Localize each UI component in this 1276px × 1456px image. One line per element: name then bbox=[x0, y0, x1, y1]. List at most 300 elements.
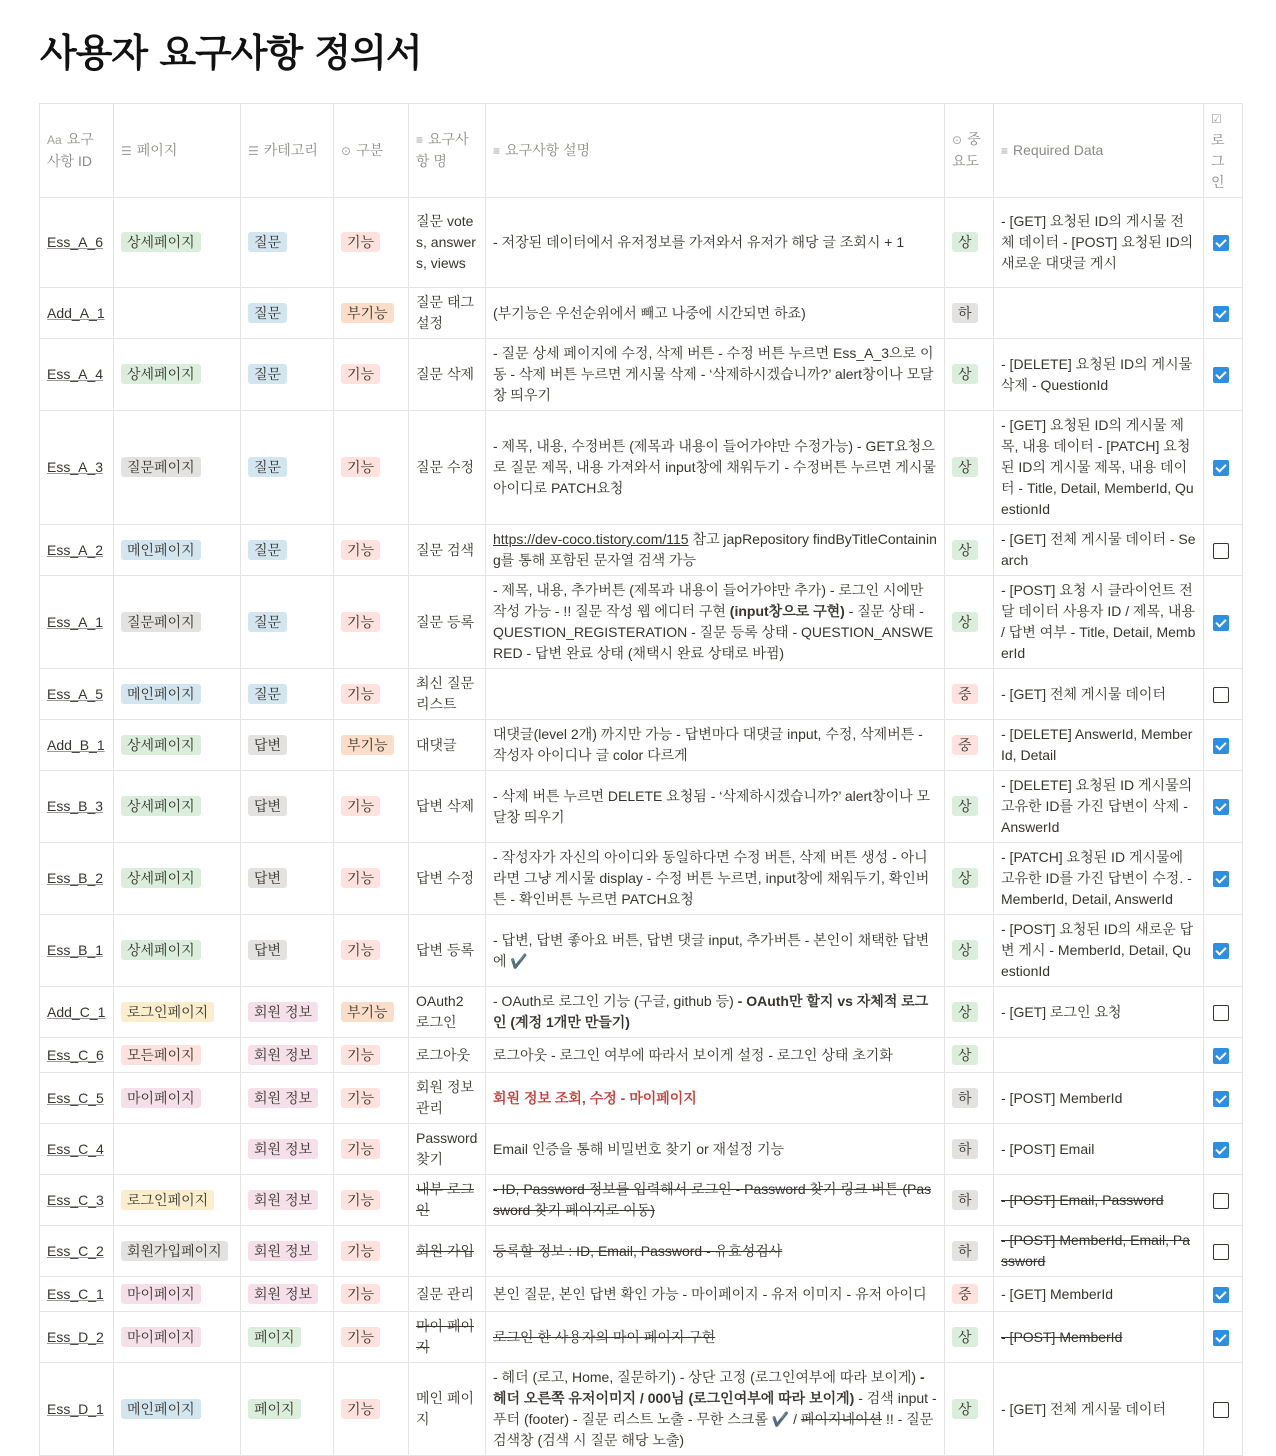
column-header-importance[interactable] bbox=[945, 104, 994, 198]
login-cell[interactable] bbox=[1204, 288, 1243, 339]
category-cell[interactable] bbox=[241, 411, 334, 525]
required-data[interactable] bbox=[994, 1226, 1204, 1277]
type-tag: 기능 bbox=[341, 1241, 380, 1261]
category-cell[interactable] bbox=[241, 288, 334, 339]
column-header-label: Required Data bbox=[1013, 141, 1104, 158]
type-cell[interactable] bbox=[334, 576, 409, 669]
category-cell[interactable] bbox=[241, 1175, 334, 1226]
requirement-name[interactable]: 최신 질문 리스트 bbox=[409, 669, 486, 720]
requirement-description[interactable] bbox=[486, 669, 945, 720]
requirement-description[interactable] bbox=[486, 288, 945, 339]
importance-cell[interactable] bbox=[945, 1277, 994, 1312]
type-cell[interactable] bbox=[334, 915, 409, 987]
requirement-id[interactable]: Ess_A_2 bbox=[40, 525, 114, 576]
importance-cell[interactable] bbox=[945, 987, 994, 1038]
login-cell[interactable] bbox=[1204, 987, 1243, 1038]
table-row[interactable] bbox=[40, 525, 1243, 576]
required-data[interactable] bbox=[994, 525, 1204, 576]
required-data[interactable] bbox=[994, 339, 1204, 411]
property-type-icon: ≡ bbox=[1001, 143, 1009, 158]
page-cell[interactable] bbox=[114, 720, 241, 771]
type-cell[interactable] bbox=[334, 1277, 409, 1312]
required-data[interactable] bbox=[994, 411, 1204, 525]
page-cell[interactable] bbox=[114, 1124, 241, 1175]
login-checkbox[interactable] bbox=[1213, 943, 1229, 959]
login-checkbox[interactable] bbox=[1213, 1048, 1229, 1064]
category-tag: 답변 bbox=[248, 868, 287, 888]
required-data[interactable] bbox=[994, 1175, 1204, 1226]
type-cell[interactable] bbox=[334, 987, 409, 1038]
importance-cell[interactable] bbox=[945, 669, 994, 720]
category-cell[interactable] bbox=[241, 525, 334, 576]
page-cell[interactable] bbox=[114, 1363, 241, 1456]
property-type-icon: Aa bbox=[47, 133, 62, 147]
requirement-description[interactable] bbox=[486, 411, 945, 525]
requirement-id[interactable]: Add_B_1 bbox=[40, 720, 114, 771]
login-checkbox[interactable] bbox=[1213, 1005, 1229, 1021]
category-cell[interactable] bbox=[241, 720, 334, 771]
login-cell[interactable] bbox=[1204, 411, 1243, 525]
login-cell[interactable] bbox=[1204, 1312, 1243, 1363]
required-data[interactable] bbox=[994, 1124, 1204, 1175]
category-cell[interactable] bbox=[241, 669, 334, 720]
type-cell[interactable] bbox=[334, 1312, 409, 1363]
importance-tag: 중 bbox=[952, 684, 978, 704]
column-header-category[interactable] bbox=[241, 104, 334, 198]
column-header-name[interactable] bbox=[409, 104, 486, 198]
required-data-text: - [POST] 요청 시 클라이언트 전달 데이터 사용자 ID / 제목, 내용 / 답변 여부 - Title, Detail, MemberId bbox=[1001, 582, 1196, 661]
type-cell[interactable] bbox=[334, 1073, 409, 1124]
requirement-id[interactable]: Ess_A_5 bbox=[40, 669, 114, 720]
login-checkbox[interactable] bbox=[1213, 1142, 1229, 1158]
type-cell[interactable] bbox=[334, 525, 409, 576]
login-checkbox[interactable] bbox=[1213, 1330, 1229, 1346]
category-cell[interactable] bbox=[241, 987, 334, 1038]
login-checkbox[interactable] bbox=[1213, 367, 1229, 383]
requirement-description[interactable] bbox=[486, 576, 945, 669]
category-cell[interactable] bbox=[241, 1226, 334, 1277]
table-row[interactable] bbox=[40, 198, 1243, 288]
table-row[interactable] bbox=[40, 339, 1243, 411]
requirement-id[interactable]: Ess_B_3 bbox=[40, 771, 114, 843]
table-row[interactable] bbox=[40, 1312, 1243, 1363]
requirement-description[interactable] bbox=[486, 1363, 945, 1456]
type-tag: 기능 bbox=[341, 1284, 380, 1304]
requirement-id[interactable]: Ess_C_6 bbox=[40, 1038, 114, 1073]
description-text: - 질문 상세 페이지에 수정, 삭제 버튼 - 수정 버튼 누르면 Ess_A_3으로 이동 - 삭제 버튼 누르면 게시물 삭제 - ‘삭제하시겠습니까?’ alert창이나 모달창 띄우기 bbox=[493, 345, 934, 403]
required-data[interactable] bbox=[994, 576, 1204, 669]
login-cell[interactable] bbox=[1204, 771, 1243, 843]
requirement-description[interactable] bbox=[486, 525, 945, 576]
importance-tag: 상 bbox=[952, 457, 978, 477]
type-cell[interactable] bbox=[334, 339, 409, 411]
importance-tag: 중 bbox=[952, 1284, 978, 1304]
category-cell[interactable] bbox=[241, 843, 334, 915]
requirement-name[interactable]: 로그아웃 bbox=[409, 1038, 486, 1073]
importance-tag: 하 bbox=[952, 1241, 978, 1261]
page-cell[interactable] bbox=[114, 1073, 241, 1124]
type-tag: 부기능 bbox=[341, 1002, 394, 1022]
table-row[interactable] bbox=[40, 1363, 1243, 1456]
column-header-label: 로그인 bbox=[1211, 132, 1225, 190]
page-tag: 상세페이지 bbox=[121, 364, 201, 384]
property-type-icon: ⊙ bbox=[952, 133, 963, 147]
importance-cell[interactable] bbox=[945, 576, 994, 669]
column-header-type[interactable] bbox=[334, 104, 409, 198]
requirement-id[interactable]: Add_C_1 bbox=[40, 987, 114, 1038]
page-cell[interactable] bbox=[114, 1277, 241, 1312]
page-cell[interactable] bbox=[114, 576, 241, 669]
table-row[interactable] bbox=[40, 1073, 1243, 1124]
table-row[interactable] bbox=[40, 1124, 1243, 1175]
requirement-id[interactable]: Ess_C_1 bbox=[40, 1277, 114, 1312]
importance-cell[interactable] bbox=[945, 288, 994, 339]
requirement-description[interactable] bbox=[486, 1124, 945, 1175]
column-header-id[interactable] bbox=[40, 104, 114, 198]
required-data-text: - [DELETE] AnswerId, MemberId, Detail bbox=[1001, 726, 1193, 763]
description-text: 로그아웃 - 로그인 여부에 따라서 보이게 설정 - 로그인 상태 초기화 bbox=[493, 1046, 893, 1063]
page-cell[interactable] bbox=[114, 1175, 241, 1226]
importance-tag: 상 bbox=[952, 940, 978, 960]
requirement-name[interactable]: 질문 태그 설정 bbox=[409, 288, 486, 339]
requirement-id[interactable]: Ess_C_4 bbox=[40, 1124, 114, 1175]
required-data[interactable] bbox=[994, 843, 1204, 915]
requirement-description[interactable] bbox=[486, 1073, 945, 1124]
login-checkbox[interactable] bbox=[1213, 306, 1229, 322]
requirement-name[interactable]: 회원 정보 관리 bbox=[409, 1073, 486, 1124]
property-type-icon: ☰ bbox=[121, 143, 132, 158]
required-data[interactable] bbox=[994, 915, 1204, 987]
description-text: (input창으로 구현) bbox=[729, 603, 845, 619]
category-tag: 회원 정보 bbox=[248, 1284, 318, 1304]
login-checkbox[interactable] bbox=[1213, 1287, 1229, 1303]
required-data[interactable] bbox=[994, 669, 1204, 720]
page-cell[interactable] bbox=[114, 411, 241, 525]
login-checkbox[interactable] bbox=[1213, 799, 1229, 815]
importance-tag: 상 bbox=[952, 1002, 978, 1022]
login-cell[interactable] bbox=[1204, 1363, 1243, 1456]
category-cell[interactable] bbox=[241, 198, 334, 288]
importance-cell[interactable] bbox=[945, 1124, 994, 1175]
column-header-label: 카테고리 bbox=[263, 141, 318, 158]
required-data[interactable] bbox=[994, 771, 1204, 843]
page-cell[interactable] bbox=[114, 915, 241, 987]
table-row[interactable] bbox=[40, 915, 1243, 987]
requirement-description[interactable] bbox=[486, 1226, 945, 1277]
page-cell[interactable] bbox=[114, 1312, 241, 1363]
importance-cell[interactable] bbox=[945, 843, 994, 915]
table-row[interactable] bbox=[40, 843, 1243, 915]
page-tag: 마이페이지 bbox=[121, 1327, 201, 1347]
table-row[interactable] bbox=[40, 669, 1243, 720]
importance-cell[interactable] bbox=[945, 198, 994, 288]
category-tag: 질문 bbox=[248, 684, 287, 704]
requirement-name[interactable]: 답변 삭제 bbox=[409, 771, 486, 843]
table-row[interactable] bbox=[40, 576, 1243, 669]
requirement-id[interactable]: Ess_C_5 bbox=[40, 1073, 114, 1124]
requirement-name[interactable]: 마이 페이지 bbox=[409, 1312, 486, 1363]
type-tag: 기능 bbox=[341, 1327, 380, 1347]
type-tag: 기능 bbox=[341, 684, 380, 704]
table-row[interactable] bbox=[40, 987, 1243, 1038]
requirement-name[interactable]: 질문 등록 bbox=[409, 576, 486, 669]
requirement-description[interactable] bbox=[486, 915, 945, 987]
requirement-name[interactable]: 내부 로그인 bbox=[409, 1175, 486, 1226]
login-cell[interactable] bbox=[1204, 720, 1243, 771]
requirement-description[interactable] bbox=[486, 198, 945, 288]
property-type-icon: ☰ bbox=[248, 143, 259, 158]
required-data-text: - [POST] MemberId bbox=[1001, 1089, 1123, 1106]
requirement-id[interactable]: Ess_C_3 bbox=[40, 1175, 114, 1226]
importance-cell[interactable] bbox=[945, 915, 994, 987]
login-cell[interactable] bbox=[1204, 669, 1243, 720]
login-cell[interactable] bbox=[1204, 1226, 1243, 1277]
importance-cell[interactable] bbox=[945, 339, 994, 411]
page-cell[interactable] bbox=[114, 843, 241, 915]
importance-cell[interactable] bbox=[945, 1363, 994, 1456]
requirement-name[interactable]: 답변 수정 bbox=[409, 843, 486, 915]
requirement-name[interactable]: 질문 votes, answers, views bbox=[409, 198, 486, 288]
column-header-label: 구분 bbox=[356, 141, 384, 158]
description-text: - 제목, 내용, 수정버튼 (제목과 내용이 들어가야만 수정가능) - GET요청으로 질문 제목, 내용 가져와서 input창에 채워두기 - 수정버튼 누르면 게시물 아이디로 PATCH요청 bbox=[493, 438, 936, 496]
required-data[interactable] bbox=[994, 198, 1204, 288]
page-cell[interactable] bbox=[114, 771, 241, 843]
table-row[interactable] bbox=[40, 288, 1243, 339]
page-cell[interactable] bbox=[114, 1226, 241, 1277]
login-checkbox[interactable] bbox=[1213, 1091, 1229, 1107]
category-cell[interactable] bbox=[241, 1363, 334, 1456]
description-text: 회원 정보 조회, 수정 - 마이페이지 bbox=[493, 1089, 697, 1106]
category-tag: 페이지 bbox=[248, 1327, 301, 1347]
login-checkbox[interactable] bbox=[1213, 738, 1229, 754]
requirement-id[interactable]: Ess_C_2 bbox=[40, 1226, 114, 1277]
description-text: 참고 japRepository findByTitleContaining를 통해 포함된 문자열 검색 가능 bbox=[493, 531, 937, 568]
login-cell[interactable] bbox=[1204, 1277, 1243, 1312]
page-tag: 상세페이지 bbox=[121, 940, 201, 960]
required-data[interactable] bbox=[994, 1073, 1204, 1124]
requirement-name[interactable]: 회원 가입 bbox=[409, 1226, 486, 1277]
login-checkbox[interactable] bbox=[1213, 1244, 1229, 1260]
table-row[interactable] bbox=[40, 411, 1243, 525]
page-cell[interactable] bbox=[114, 987, 241, 1038]
requirement-id[interactable]: Ess_A_4 bbox=[40, 339, 114, 411]
category-tag: 페이지 bbox=[248, 1399, 301, 1419]
requirement-id[interactable]: Ess_B_1 bbox=[40, 915, 114, 987]
requirement-name[interactable]: Password 찾기 bbox=[409, 1124, 486, 1175]
required-data-text: - [GET] 요청된 ID의 게시물 제목, 내용 데이터 - [PATCH] 요청된 ID의 게시물 제목, 내용 데이터 - Title, Detail, MemberId, QuestionId bbox=[1001, 417, 1194, 517]
description-text: - 헤더 오른쪽 유저이미지 / 000님 (로그인여부에 따라 보이게) bbox=[493, 1369, 925, 1406]
login-cell[interactable] bbox=[1204, 843, 1243, 915]
column-header-desc[interactable] bbox=[486, 104, 945, 198]
requirement-id[interactable]: Ess_D_1 bbox=[40, 1363, 114, 1456]
importance-cell[interactable] bbox=[945, 1226, 994, 1277]
category-cell[interactable] bbox=[241, 1277, 334, 1312]
column-header-label: 요구사항 명 bbox=[416, 131, 469, 169]
type-tag: 기능 bbox=[341, 1045, 380, 1065]
login-cell[interactable] bbox=[1204, 339, 1243, 411]
importance-tag: 상 bbox=[952, 1399, 978, 1419]
requirement-description[interactable] bbox=[486, 720, 945, 771]
required-data-text: - [GET] 요청된 ID의 게시물 전체 데이터 - [POST] 요청된 ID의 새로운 대댓글 게시 bbox=[1001, 213, 1194, 271]
category-tag: 회원 정보 bbox=[248, 1088, 318, 1108]
requirement-description[interactable] bbox=[486, 1277, 945, 1312]
login-checkbox[interactable] bbox=[1213, 1402, 1229, 1418]
page-cell[interactable] bbox=[114, 339, 241, 411]
login-cell[interactable] bbox=[1204, 1175, 1243, 1226]
importance-cell[interactable] bbox=[945, 411, 994, 525]
requirement-name[interactable]: 질문 관리 bbox=[409, 1277, 486, 1312]
description-text: - OAuth만 할지 vs 자체적 로그인 (계정 1개만 만들기) bbox=[493, 993, 929, 1030]
table-row[interactable] bbox=[40, 1038, 1243, 1073]
type-cell[interactable] bbox=[334, 1226, 409, 1277]
category-cell[interactable] bbox=[241, 1073, 334, 1124]
category-cell[interactable] bbox=[241, 576, 334, 669]
importance-cell[interactable] bbox=[945, 771, 994, 843]
type-tag: 기능 bbox=[341, 232, 380, 252]
login-checkbox[interactable] bbox=[1213, 460, 1229, 476]
type-cell[interactable] bbox=[334, 720, 409, 771]
column-header-label: 중요도 bbox=[952, 131, 981, 169]
required-data[interactable] bbox=[994, 1277, 1204, 1312]
requirement-name[interactable]: 답변 등록 bbox=[409, 915, 486, 987]
importance-cell[interactable] bbox=[945, 1038, 994, 1073]
type-cell[interactable] bbox=[334, 771, 409, 843]
importance-tag: 상 bbox=[952, 1045, 978, 1065]
requirement-id[interactable]: Ess_A_1 bbox=[40, 576, 114, 669]
requirement-description[interactable] bbox=[486, 1038, 945, 1073]
table-row[interactable] bbox=[40, 1175, 1243, 1226]
login-cell[interactable] bbox=[1204, 1073, 1243, 1124]
page-cell[interactable] bbox=[114, 1038, 241, 1073]
requirement-id[interactable]: Ess_A_3 bbox=[40, 411, 114, 525]
description-text: - 질문 상태 - QUESTION_REGISTERATION - 질문 등록 상태 - QUESTION_ANSWERED - 답변 완료 상태 (채택시 완료 상태로 바뀜) bbox=[493, 603, 934, 661]
column-header-login[interactable] bbox=[1204, 104, 1243, 198]
page-tag: 메인페이지 bbox=[121, 1399, 201, 1419]
requirement-description[interactable] bbox=[486, 843, 945, 915]
login-checkbox[interactable] bbox=[1213, 871, 1229, 887]
category-cell[interactable] bbox=[241, 339, 334, 411]
type-cell[interactable] bbox=[334, 198, 409, 288]
category-tag: 회원 정보 bbox=[248, 1002, 318, 1022]
requirement-name[interactable]: 메인 페이지 bbox=[409, 1363, 486, 1456]
requirement-description[interactable] bbox=[486, 1312, 945, 1363]
login-checkbox[interactable] bbox=[1213, 235, 1229, 251]
importance-cell[interactable] bbox=[945, 1312, 994, 1363]
login-cell[interactable] bbox=[1204, 915, 1243, 987]
login-checkbox[interactable] bbox=[1213, 1193, 1229, 1209]
requirement-id[interactable]: Add_A_1 bbox=[40, 288, 114, 339]
page-tag: 메인페이지 bbox=[121, 684, 201, 704]
column-header-data[interactable] bbox=[994, 104, 1204, 198]
property-type-icon: ≡ bbox=[416, 133, 424, 147]
required-data[interactable] bbox=[994, 288, 1204, 339]
requirement-description[interactable] bbox=[486, 1175, 945, 1226]
type-cell[interactable] bbox=[334, 1363, 409, 1456]
requirement-id[interactable]: Ess_A_6 bbox=[40, 198, 114, 288]
importance-tag: 상 bbox=[952, 868, 978, 888]
type-cell[interactable] bbox=[334, 843, 409, 915]
required-data-text: - [POST] MemberId bbox=[1001, 1328, 1123, 1345]
requirement-name[interactable]: 질문 수정 bbox=[409, 411, 486, 525]
table-row[interactable] bbox=[40, 1277, 1243, 1312]
requirement-name[interactable]: 질문 검색 bbox=[409, 525, 486, 576]
importance-tag: 상 bbox=[952, 796, 978, 816]
table-header-row bbox=[40, 104, 1243, 198]
category-cell[interactable] bbox=[241, 771, 334, 843]
category-cell[interactable] bbox=[241, 915, 334, 987]
importance-cell[interactable] bbox=[945, 1175, 994, 1226]
required-data-text: - [PATCH] 요청된 ID 게시물에 고유한 ID를 가진 답변이 수정. - MemberId, Detail, AnswerId bbox=[1001, 849, 1192, 907]
required-data-text: - [POST] Email bbox=[1001, 1140, 1095, 1157]
description-text: 등록할 정보 : ID, Email, Password - 유효성검사 bbox=[493, 1242, 783, 1259]
category-tag: 질문 bbox=[248, 457, 287, 477]
category-cell[interactable] bbox=[241, 1124, 334, 1175]
type-cell[interactable] bbox=[334, 288, 409, 339]
requirement-id[interactable]: Ess_D_2 bbox=[40, 1312, 114, 1363]
login-checkbox[interactable] bbox=[1213, 615, 1229, 631]
required-data[interactable] bbox=[994, 1038, 1204, 1073]
required-data[interactable] bbox=[994, 720, 1204, 771]
type-cell[interactable] bbox=[334, 1175, 409, 1226]
type-tag: 부기능 bbox=[341, 735, 394, 755]
table-row[interactable] bbox=[40, 1226, 1243, 1277]
importance-cell[interactable] bbox=[945, 525, 994, 576]
property-type-icon: ☑ bbox=[1211, 112, 1222, 126]
requirement-description[interactable] bbox=[486, 771, 945, 843]
category-tag: 회원 정보 bbox=[248, 1190, 318, 1210]
required-data[interactable] bbox=[994, 1312, 1204, 1363]
table-row[interactable] bbox=[40, 771, 1243, 843]
page-cell[interactable] bbox=[114, 288, 241, 339]
login-cell[interactable] bbox=[1204, 1124, 1243, 1175]
required-data-text: - [GET] 전체 게시물 데이터 bbox=[1001, 685, 1166, 702]
login-cell[interactable] bbox=[1204, 576, 1243, 669]
requirement-name[interactable]: OAuth2 로그인 bbox=[409, 987, 486, 1038]
requirement-description[interactable] bbox=[486, 987, 945, 1038]
importance-tag: 상 bbox=[952, 612, 978, 632]
category-cell[interactable] bbox=[241, 1312, 334, 1363]
type-cell[interactable] bbox=[334, 1124, 409, 1175]
column-header-page[interactable] bbox=[114, 104, 241, 198]
importance-tag: 상 bbox=[952, 1327, 978, 1347]
importance-cell[interactable] bbox=[945, 1073, 994, 1124]
required-data[interactable] bbox=[994, 1363, 1204, 1456]
type-cell[interactable] bbox=[334, 669, 409, 720]
type-cell[interactable] bbox=[334, 411, 409, 525]
login-checkbox[interactable] bbox=[1213, 543, 1229, 559]
login-checkbox[interactable] bbox=[1213, 687, 1229, 703]
requirement-name[interactable]: 질문 삭제 bbox=[409, 339, 486, 411]
required-data[interactable] bbox=[994, 987, 1204, 1038]
login-cell[interactable] bbox=[1204, 1038, 1243, 1073]
table-row[interactable] bbox=[40, 720, 1243, 771]
type-cell[interactable] bbox=[334, 1038, 409, 1073]
requirement-description[interactable] bbox=[486, 339, 945, 411]
importance-cell[interactable] bbox=[945, 720, 994, 771]
page-cell[interactable] bbox=[114, 525, 241, 576]
type-tag: 기능 bbox=[341, 1399, 380, 1419]
type-tag: 기능 bbox=[341, 540, 380, 560]
requirement-id[interactable]: Ess_B_2 bbox=[40, 843, 114, 915]
login-cell[interactable] bbox=[1204, 525, 1243, 576]
login-cell[interactable] bbox=[1204, 198, 1243, 288]
page-cell[interactable] bbox=[114, 198, 241, 288]
required-data-text: - [DELETE] 요청된 ID의 게시물 삭제 - QuestionId bbox=[1001, 355, 1193, 393]
description-text: !! - 질문 검색창 (검색 시 질문 해당 노출) bbox=[493, 1411, 934, 1448]
category-cell[interactable] bbox=[241, 1038, 334, 1073]
requirement-name[interactable]: 대댓글 bbox=[409, 720, 486, 771]
page-cell[interactable] bbox=[114, 669, 241, 720]
